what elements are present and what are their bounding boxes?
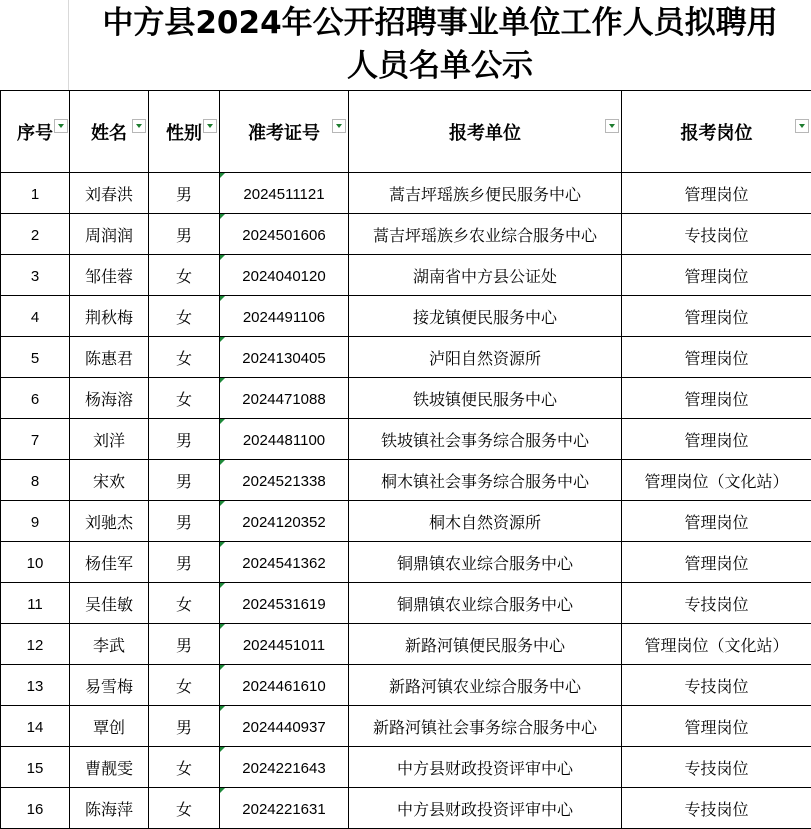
cell-gender-text: 男 xyxy=(176,431,192,450)
cell-name-text: 刘春洪 xyxy=(85,185,133,204)
page-title xyxy=(69,0,811,90)
cell-exam-no[interactable] xyxy=(220,583,349,624)
cell-gender[interactable] xyxy=(149,296,220,337)
cell-name[interactable] xyxy=(70,214,149,255)
cell-note-triangle-icon xyxy=(220,214,225,219)
cell-name[interactable] xyxy=(70,542,149,583)
cell-gender[interactable] xyxy=(149,214,220,255)
cell-position[interactable] xyxy=(622,460,811,501)
cell-gender[interactable] xyxy=(149,583,220,624)
cell-name[interactable] xyxy=(70,501,149,542)
cell-name[interactable] xyxy=(70,706,149,747)
filter-dropdown-icon[interactable] xyxy=(605,119,619,133)
cell-index[interactable] xyxy=(1,788,70,829)
cell-unit-text: 铁坡镇社会事务综合服务中心 xyxy=(381,431,589,450)
cell-position[interactable] xyxy=(622,583,811,624)
cell-exam-no[interactable] xyxy=(220,173,349,214)
cell-position[interactable] xyxy=(622,214,811,255)
header-name-label: 姓名 xyxy=(91,123,127,144)
cell-name-text: 陈惠君 xyxy=(85,349,133,368)
table-row xyxy=(1,296,811,337)
cell-position[interactable] xyxy=(622,624,811,665)
header-row xyxy=(1,91,811,173)
cell-position[interactable] xyxy=(622,378,811,419)
table-row xyxy=(1,460,811,501)
cell-exam-no-text: 2024130405 xyxy=(242,350,325,367)
cell-exam-no[interactable] xyxy=(220,378,349,419)
cell-gender[interactable] xyxy=(149,173,220,214)
cell-position[interactable] xyxy=(622,747,811,788)
header-exam-no xyxy=(220,91,349,173)
cell-exam-no[interactable] xyxy=(220,542,349,583)
cell-unit[interactable] xyxy=(349,665,622,706)
cell-name[interactable] xyxy=(70,296,149,337)
table-row xyxy=(1,583,811,624)
cell-note-triangle-icon xyxy=(220,501,225,506)
cell-index-text: 9 xyxy=(31,514,39,531)
cell-gender-text: 女 xyxy=(176,759,192,778)
cell-note-triangle-icon xyxy=(220,460,225,465)
cell-name-text: 刘驰杰 xyxy=(85,513,133,532)
cell-index[interactable] xyxy=(1,542,70,583)
cell-position[interactable] xyxy=(622,173,811,214)
table-row xyxy=(1,706,811,747)
cell-exam-no-text: 2024521338 xyxy=(242,473,325,490)
filter-dropdown-icon[interactable] xyxy=(332,119,346,133)
cell-unit[interactable] xyxy=(349,542,622,583)
header-exam-no-label: 准考证号 xyxy=(248,123,320,144)
cell-unit[interactable] xyxy=(349,296,622,337)
cell-gender[interactable] xyxy=(149,542,220,583)
cell-position[interactable] xyxy=(622,665,811,706)
cell-index[interactable] xyxy=(1,460,70,501)
filter-dropdown-icon[interactable] xyxy=(54,119,68,133)
cell-exam-no-text: 2024120352 xyxy=(242,514,325,531)
cell-position[interactable] xyxy=(622,255,811,296)
cell-position-text: 专技岗位 xyxy=(684,677,748,696)
cell-unit[interactable] xyxy=(349,788,622,829)
cell-unit-text: 蒿吉坪瑶族乡农业综合服务中心 xyxy=(373,226,597,245)
cell-exam-no-text: 2024491106 xyxy=(243,309,325,326)
cell-index[interactable] xyxy=(1,706,70,747)
cell-gender-text: 女 xyxy=(176,595,192,614)
cell-name-text: 荆秋梅 xyxy=(85,308,133,327)
cell-position-text: 管理岗位 xyxy=(684,267,748,286)
table-row xyxy=(1,173,811,214)
header-gender-label: 性别 xyxy=(166,123,202,144)
cell-index-text: 5 xyxy=(31,350,39,367)
cell-index[interactable] xyxy=(1,501,70,542)
cell-exam-no-text: 2024040120 xyxy=(242,268,325,285)
cell-note-triangle-icon xyxy=(220,296,225,301)
cell-name[interactable] xyxy=(70,624,149,665)
cell-gender[interactable] xyxy=(149,255,220,296)
cell-index-text: 10 xyxy=(27,555,44,572)
cell-gender-text: 男 xyxy=(176,226,192,245)
cell-name[interactable] xyxy=(70,460,149,501)
cell-unit[interactable] xyxy=(349,624,622,665)
cell-exam-no-text: 2024440937 xyxy=(242,719,325,736)
cell-note-triangle-icon xyxy=(220,747,225,752)
cell-name[interactable] xyxy=(70,378,149,419)
table-row xyxy=(1,542,811,583)
cell-gender-text: 女 xyxy=(176,390,192,409)
table-row xyxy=(1,665,811,706)
cell-index[interactable] xyxy=(1,255,70,296)
header-position-label: 报考岗位 xyxy=(681,123,753,144)
cell-position[interactable] xyxy=(622,296,811,337)
cell-name-text: 杨佳军 xyxy=(85,554,133,573)
cell-gender-text: 男 xyxy=(176,513,192,532)
table-row xyxy=(1,624,811,665)
cell-unit-text: 新路河镇社会事务综合服务中心 xyxy=(373,718,597,737)
cell-unit-text: 湖南省中方县公证处 xyxy=(413,267,557,286)
cell-index-text: 15 xyxy=(27,760,44,777)
table-row xyxy=(1,337,811,378)
cell-exam-no[interactable] xyxy=(220,460,349,501)
cell-unit-text: 蒿吉坪瑶族乡便民服务中心 xyxy=(389,185,581,204)
table-row xyxy=(1,214,811,255)
table-row xyxy=(1,747,811,788)
cell-position[interactable] xyxy=(622,706,811,747)
cell-index-text: 8 xyxy=(31,473,39,490)
header-unit-label: 报考单位 xyxy=(449,123,521,144)
cell-name-text: 周润润 xyxy=(85,226,133,245)
cell-unit-text: 中方县财政投资评审中心 xyxy=(397,800,573,819)
filter-dropdown-icon[interactable] xyxy=(795,119,809,133)
header-index xyxy=(1,91,70,173)
cell-gender[interactable] xyxy=(149,378,220,419)
cell-unit-text: 桐木镇社会事务综合服务中心 xyxy=(381,472,589,491)
cell-unit[interactable] xyxy=(349,501,622,542)
cell-gender-text: 男 xyxy=(176,636,192,655)
cell-note-triangle-icon xyxy=(220,665,225,670)
cell-position-text: 管理岗位 xyxy=(684,431,748,450)
cell-position-text: 管理岗位 xyxy=(684,185,748,204)
cell-note-triangle-icon xyxy=(220,788,225,793)
cell-unit-text: 泸阳自然资源所 xyxy=(429,349,541,368)
cell-gender-text: 男 xyxy=(176,718,192,737)
cell-unit[interactable] xyxy=(349,378,622,419)
cell-position-text: 管理岗位 xyxy=(684,513,748,532)
cell-unit[interactable] xyxy=(349,173,622,214)
title-left-cell xyxy=(0,0,69,90)
cell-gender-text: 男 xyxy=(176,185,192,204)
cell-gender[interactable] xyxy=(149,337,220,378)
cell-name[interactable] xyxy=(70,255,149,296)
cell-unit-text: 铁坡镇便民服务中心 xyxy=(413,390,557,409)
cell-gender-text: 女 xyxy=(176,349,192,368)
header-gender xyxy=(149,91,220,173)
cell-name-text: 刘洋 xyxy=(93,431,125,450)
cell-gender[interactable] xyxy=(149,419,220,460)
cell-exam-no[interactable] xyxy=(220,665,349,706)
cell-index-text: 12 xyxy=(27,637,44,654)
cell-exam-no[interactable] xyxy=(220,255,349,296)
cell-unit-text: 铜鼎镇农业综合服务中心 xyxy=(397,595,573,614)
table-row xyxy=(1,501,811,542)
cell-unit[interactable] xyxy=(349,583,622,624)
cell-position-text: 管理岗位 xyxy=(684,349,748,368)
cell-name-text: 宋欢 xyxy=(93,472,125,491)
cell-index-text: 1 xyxy=(31,186,39,203)
cell-position-text: 管理岗位 xyxy=(684,308,748,327)
cell-exam-no-text: 2024501606 xyxy=(242,227,325,244)
cell-position-text: 管理岗位（文化站） xyxy=(644,472,788,491)
cell-position[interactable] xyxy=(622,337,811,378)
cell-note-triangle-icon xyxy=(220,378,225,383)
cell-note-triangle-icon xyxy=(220,419,225,424)
cell-index[interactable] xyxy=(1,583,70,624)
table-row xyxy=(1,255,811,296)
header-index-label: 序号 xyxy=(17,123,53,144)
cell-unit[interactable] xyxy=(349,214,622,255)
cell-exam-no[interactable] xyxy=(220,337,349,378)
cell-exam-no-text: 2024481100 xyxy=(243,432,325,449)
cell-index[interactable] xyxy=(1,665,70,706)
cell-name[interactable] xyxy=(70,419,149,460)
cell-name-text: 邹佳蓉 xyxy=(85,267,133,286)
cell-exam-no-text: 2024221643 xyxy=(242,760,325,777)
cell-position[interactable] xyxy=(622,788,811,829)
cell-exam-no[interactable] xyxy=(220,501,349,542)
cell-exam-no[interactable] xyxy=(220,747,349,788)
cell-note-triangle-icon xyxy=(220,173,225,178)
cell-gender-text: 女 xyxy=(176,677,192,696)
cell-name[interactable] xyxy=(70,583,149,624)
cell-index[interactable] xyxy=(1,173,70,214)
cell-name-text: 覃创 xyxy=(93,718,125,737)
cell-position-text: 专技岗位 xyxy=(684,800,748,819)
cell-gender[interactable] xyxy=(149,747,220,788)
table-row xyxy=(1,419,811,460)
cell-exam-no-text: 2024541362 xyxy=(242,555,325,572)
header-name xyxy=(70,91,149,173)
cell-gender[interactable] xyxy=(149,788,220,829)
cell-exam-no-text: 2024471088 xyxy=(242,391,325,408)
cell-position-text: 专技岗位 xyxy=(684,595,748,614)
cell-exam-no-text: 2024511121 xyxy=(243,186,324,203)
cell-name[interactable] xyxy=(70,173,149,214)
cell-exam-no[interactable] xyxy=(220,296,349,337)
cell-index-text: 13 xyxy=(27,678,44,695)
cell-index-text: 6 xyxy=(31,391,39,408)
cell-exam-no[interactable] xyxy=(220,788,349,829)
header-unit xyxy=(349,91,622,173)
cell-gender[interactable] xyxy=(149,706,220,747)
cell-note-triangle-icon xyxy=(220,706,225,711)
table-row xyxy=(1,788,811,829)
cell-name-text: 易雪梅 xyxy=(85,677,133,696)
cell-exam-no-text: 2024461610 xyxy=(242,678,325,695)
cell-index-text: 7 xyxy=(31,432,39,449)
cell-unit[interactable] xyxy=(349,460,622,501)
cell-index[interactable] xyxy=(1,214,70,255)
cell-gender[interactable] xyxy=(149,460,220,501)
cell-index[interactable] xyxy=(1,747,70,788)
cell-unit-text: 新路河镇农业综合服务中心 xyxy=(389,677,581,696)
cell-gender[interactable] xyxy=(149,501,220,542)
cell-unit-text: 铜鼎镇农业综合服务中心 xyxy=(397,554,573,573)
cell-note-triangle-icon xyxy=(220,583,225,588)
cell-gender-text: 女 xyxy=(176,267,192,286)
cell-exam-no[interactable] xyxy=(220,419,349,460)
header-position xyxy=(622,91,811,173)
table-row xyxy=(1,378,811,419)
cell-name-text: 曹靓雯 xyxy=(85,759,133,778)
cell-index-text: 14 xyxy=(27,719,44,736)
cell-note-triangle-icon xyxy=(220,255,225,260)
cell-exam-no-text: 2024451011 xyxy=(243,637,325,654)
cell-position-text: 管理岗位 xyxy=(684,554,748,573)
cell-unit-text: 中方县财政投资评审中心 xyxy=(397,759,573,778)
cell-position-text: 专技岗位 xyxy=(684,226,748,245)
cell-gender-text: 女 xyxy=(176,800,192,819)
cell-index-text: 3 xyxy=(31,268,39,285)
cell-exam-no-text: 2024221631 xyxy=(242,801,325,818)
cell-unit[interactable] xyxy=(349,747,622,788)
cell-name[interactable] xyxy=(70,788,149,829)
cell-name-text: 李武 xyxy=(93,636,125,655)
page-title-text: 中方县2024年公开招聘事业单位工作人员拟聘用人员名单公示 xyxy=(90,2,790,88)
cell-exam-no[interactable] xyxy=(220,624,349,665)
cell-position-text: 管理岗位 xyxy=(684,390,748,409)
cell-name-text: 陈海萍 xyxy=(85,800,133,819)
cell-exam-no[interactable] xyxy=(220,214,349,255)
cell-unit[interactable] xyxy=(349,337,622,378)
cell-gender-text: 男 xyxy=(176,472,192,491)
cell-index-text: 16 xyxy=(27,801,44,818)
table-body xyxy=(1,173,811,829)
cell-note-triangle-icon xyxy=(220,337,225,342)
cell-index-text: 11 xyxy=(27,596,43,613)
cell-position[interactable] xyxy=(622,542,811,583)
cell-name[interactable] xyxy=(70,747,149,788)
cell-position-text: 管理岗位（文化站） xyxy=(644,636,788,655)
cell-gender[interactable] xyxy=(149,665,220,706)
cell-note-triangle-icon xyxy=(220,624,225,629)
cell-index-text: 2 xyxy=(31,227,39,244)
cell-index[interactable] xyxy=(1,296,70,337)
cell-position-text: 专技岗位 xyxy=(684,759,748,778)
cell-index[interactable] xyxy=(1,624,70,665)
filter-dropdown-icon[interactable] xyxy=(132,119,146,133)
cell-gender[interactable] xyxy=(149,624,220,665)
cell-index[interactable] xyxy=(1,378,70,419)
cell-index[interactable] xyxy=(1,419,70,460)
cell-unit[interactable] xyxy=(349,255,622,296)
cell-name-text: 杨海溶 xyxy=(85,390,133,409)
cell-position[interactable] xyxy=(622,419,811,460)
cell-unit[interactable] xyxy=(349,419,622,460)
cell-unit[interactable] xyxy=(349,706,622,747)
cell-index-text: 4 xyxy=(31,309,39,326)
cell-gender-text: 男 xyxy=(176,554,192,573)
cell-note-triangle-icon xyxy=(220,542,225,547)
cell-position[interactable] xyxy=(622,501,811,542)
cell-unit-text: 接龙镇便民服务中心 xyxy=(413,308,557,327)
cell-name[interactable] xyxy=(70,337,149,378)
cell-position-text: 管理岗位 xyxy=(684,718,748,737)
cell-unit-text: 桐木自然资源所 xyxy=(429,513,541,532)
cell-name-text: 吴佳敏 xyxy=(85,595,133,614)
cell-name[interactable] xyxy=(70,665,149,706)
cell-exam-no[interactable] xyxy=(220,706,349,747)
cell-unit-text: 新路河镇便民服务中心 xyxy=(405,636,565,655)
cell-gender-text: 女 xyxy=(176,308,192,327)
applicant-table xyxy=(0,90,811,829)
cell-index[interactable] xyxy=(1,337,70,378)
filter-dropdown-icon[interactable] xyxy=(203,119,217,133)
cell-exam-no-text: 2024531619 xyxy=(242,596,325,613)
